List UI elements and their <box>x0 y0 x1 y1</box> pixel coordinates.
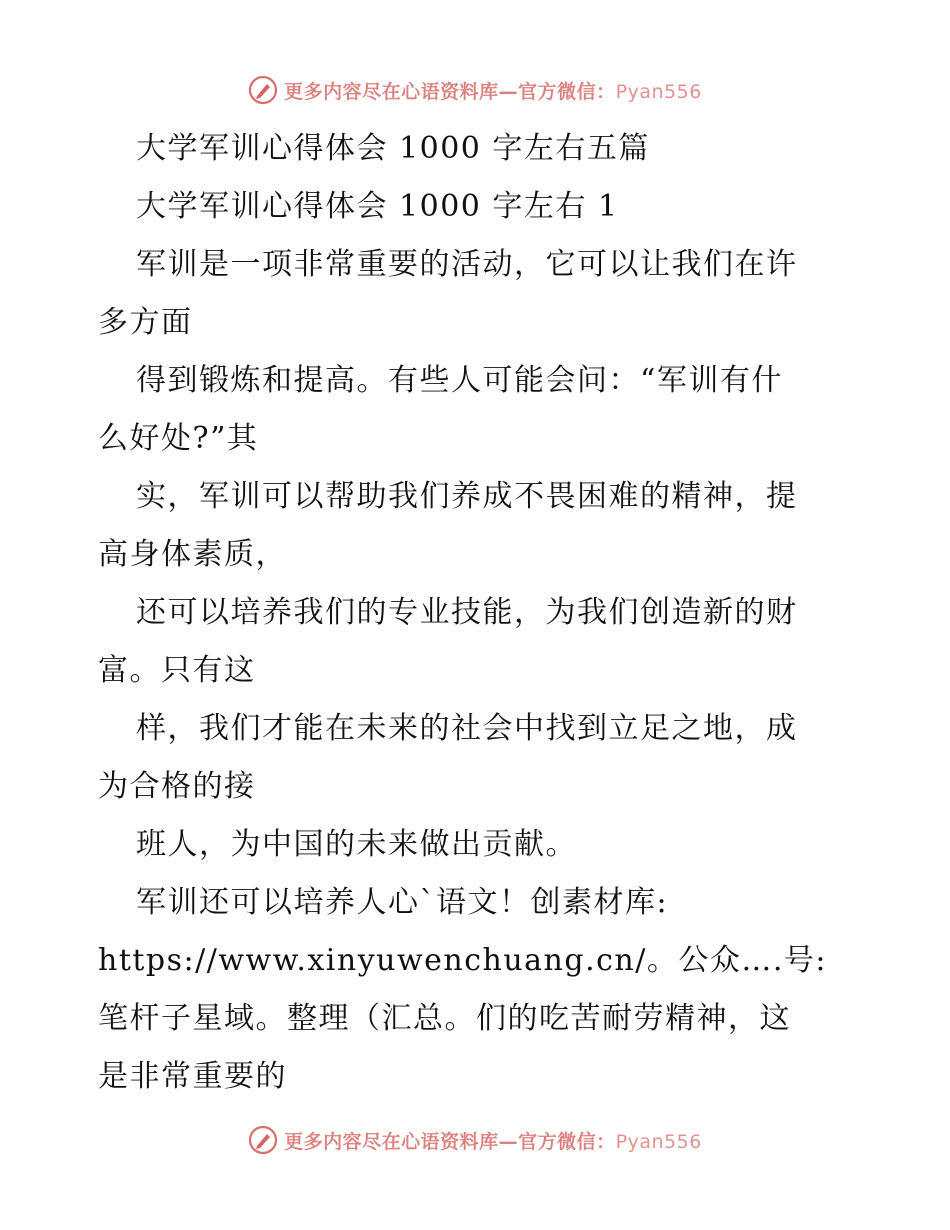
body-line: 么好处?”其 <box>98 421 259 456</box>
body-line: 富。只有这 <box>98 653 256 688</box>
body-line: 是非常重要的 <box>98 1059 287 1094</box>
body-line: 样，我们才能在未来的社会中找到立足之地，成 <box>136 711 798 746</box>
body-line: 笔杆子星域。整理（汇总。们的吃苦耐劳精神，这 <box>98 1001 791 1036</box>
header-banner-text: 更多内容尽在心语资料库—官方微信： <box>284 80 616 103</box>
header-banner-handle: Pyan556 <box>615 80 702 103</box>
pen-logo-icon <box>248 1125 278 1155</box>
pen-logo-icon <box>248 75 278 105</box>
document-title: 大学军训心得体会 1000 字左右五篇 <box>136 131 650 166</box>
body-line: 实，军训可以帮助我们养成不畏困难的精神，提 <box>136 479 798 514</box>
footer-banner-handle: Pyan556 <box>615 1130 702 1153</box>
body-line: 为合格的接 <box>98 769 256 804</box>
body-line: 班人，为中国的未来做出贡献。 <box>136 827 577 862</box>
body-line: 还可以培养我们的专业技能，为我们创造新的财 <box>136 595 798 630</box>
section-heading: 大学军训心得体会 1000 字左右 1 <box>136 189 619 224</box>
url-line: https://www.xinyuwenchuang.cn/。公众….号: <box>98 943 827 978</box>
body-line: 高身体素质， <box>98 537 287 572</box>
header-watermark-banner <box>0 70 950 110</box>
document-body <box>98 120 858 1106</box>
footer-banner-text: 更多内容尽在心语资料库—官方微信： <box>284 1130 616 1153</box>
body-line: 多方面 <box>98 305 193 340</box>
body-line: 军训是一项非常重要的活动，它可以让我们在许 <box>136 247 798 282</box>
footer-watermark-banner <box>0 1120 950 1160</box>
body-line: 军训还可以培养人心`语文！创素材库: <box>136 885 669 920</box>
body-line: 得到锻炼和提高。有些人可能会问：“军训有什 <box>136 363 783 398</box>
